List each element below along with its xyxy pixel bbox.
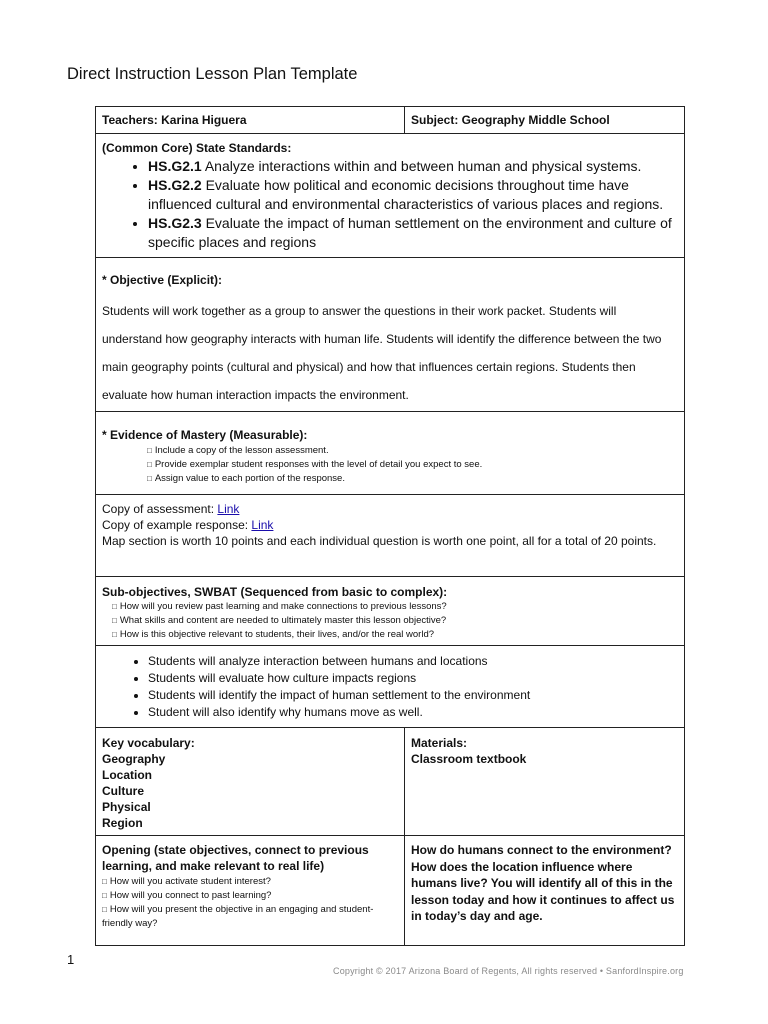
evidence-prompts bbox=[102, 444, 678, 486]
objective-text: Students will work together as a group to answer the questions in their work packet. Students will understand how geography interacts with human life. Students will identify the difference between the two main geography points (cultural and physical) and how that influences certain regions. Students then evaluate how human interaction impacts the environment. bbox=[102, 304, 662, 402]
vocabulary-word: Location bbox=[102, 768, 152, 782]
subobjective-item: • Students will evaluate how culture impacts regions bbox=[148, 670, 678, 687]
prompt-item: □ What skills and content are needed to ultimately master this lesson objective? bbox=[112, 614, 678, 628]
points-text: Map section is worth 10 points and each individual question is worth one point, all for a total of 20 points. bbox=[102, 534, 657, 548]
subject-cell bbox=[405, 107, 685, 134]
vocabulary-word: Physical bbox=[102, 800, 151, 814]
assessment-label: Copy of assessment: bbox=[102, 502, 218, 516]
teachers-cell bbox=[96, 107, 405, 134]
prompt-item: □ Assign value to each portion of the response. bbox=[147, 472, 678, 486]
prompt-item: □ Include a copy of the lesson assessment. bbox=[147, 444, 678, 458]
standard-item bbox=[148, 214, 678, 252]
subobjective-item: • Students will analyze interaction between humans and locations bbox=[148, 653, 678, 670]
lesson-plan-table bbox=[95, 106, 685, 946]
opening-cell bbox=[96, 836, 405, 946]
prompt-item: □ How will you connect to past learning? bbox=[102, 889, 398, 903]
standard-code: HS.G2.1 bbox=[148, 158, 202, 174]
subject-text: Subject: Geography Middle School bbox=[411, 113, 610, 127]
subobjectives-list-cell bbox=[96, 646, 685, 728]
subobjectives-list bbox=[102, 653, 678, 721]
standards-cell bbox=[96, 134, 685, 258]
standard-text: Evaluate the impact of human settlement on the environment and culture of specific places and regions bbox=[148, 215, 672, 250]
standard-code: HS.G2.3 bbox=[148, 215, 202, 231]
example-label: Copy of example response: bbox=[102, 518, 252, 532]
vocabulary-word: Region bbox=[102, 816, 143, 830]
prompt-item: □ How is this objective relevant to students, their lives, and/or the real world? bbox=[112, 628, 678, 642]
teachers-text: Teachers: Karina Higuera bbox=[102, 113, 247, 127]
standards-heading: (Common Core) State Standards: bbox=[102, 141, 292, 155]
opening-prompts bbox=[102, 875, 398, 931]
evidence-heading: * Evidence of Mastery (Measurable): bbox=[102, 428, 308, 442]
copyright-footer: Copyright © 2017 Arizona Board of Regents, All rights reserved • SanfordInspire.org bbox=[333, 966, 684, 976]
vocabulary-word: Geography bbox=[102, 752, 166, 766]
opening-response: How do humans connect to the environment? How does the location influence where humans live? You will identify all of this in the lesson today and how it continues to affect us in today’s day and age. bbox=[411, 843, 675, 923]
page-number: 1 bbox=[67, 952, 75, 967]
assessment-line bbox=[102, 501, 678, 517]
opening-response-cell bbox=[405, 836, 685, 946]
prompt-item: □ Provide exemplar student responses with the level of detail you expect to see. bbox=[147, 458, 678, 472]
materials-heading: Materials: bbox=[411, 736, 468, 750]
example-line bbox=[102, 517, 678, 533]
materials-item: Classroom textbook bbox=[411, 752, 527, 766]
document-title: Direct Instruction Lesson Plan Template bbox=[67, 65, 358, 83]
objective-cell bbox=[96, 258, 685, 412]
materials-cell bbox=[405, 728, 685, 836]
subobjectives-prompts bbox=[102, 600, 678, 642]
prompt-item: □ How will you review past learning and make connections to previous lessons? bbox=[112, 600, 678, 614]
assessment-link[interactable]: Link bbox=[217, 502, 240, 516]
vocabulary-heading: Key vocabulary: bbox=[102, 736, 195, 750]
vocabulary-cell bbox=[96, 728, 405, 836]
subobjective-item: • Students will identify the impact of human settlement to the environment bbox=[148, 687, 678, 704]
evidence-cell bbox=[96, 412, 685, 495]
objective-heading: * Objective (Explicit): bbox=[102, 273, 223, 287]
assessment-cell bbox=[96, 495, 685, 577]
prompt-item: □ How will you present the objective in an engaging and student-friendly way? bbox=[102, 903, 398, 931]
standard-item bbox=[148, 157, 678, 176]
prompt-item: □ How will you activate student interest? bbox=[102, 875, 398, 889]
standards-list bbox=[102, 157, 678, 252]
standard-text: Evaluate how political and economic decisions throughout time have influenced cultural and environmental characteristics of various places and regions. bbox=[148, 177, 664, 212]
subobjectives-cell bbox=[96, 577, 685, 646]
opening-heading: Opening (state objectives, connect to previous learning, and make relevant to real life) bbox=[102, 843, 369, 873]
subobjectives-heading: Sub-objectives, SWBAT (Sequenced from basic to complex): bbox=[102, 585, 448, 599]
standard-item bbox=[148, 176, 678, 214]
standard-text: Analyze interactions within and between human and physical systems. bbox=[201, 158, 642, 174]
vocabulary-word: Culture bbox=[102, 784, 144, 798]
subobjective-item: • Student will also identify why humans move as well. bbox=[148, 704, 678, 721]
example-response-link[interactable]: Link bbox=[251, 518, 274, 532]
standard-code: HS.G2.2 bbox=[148, 177, 202, 193]
